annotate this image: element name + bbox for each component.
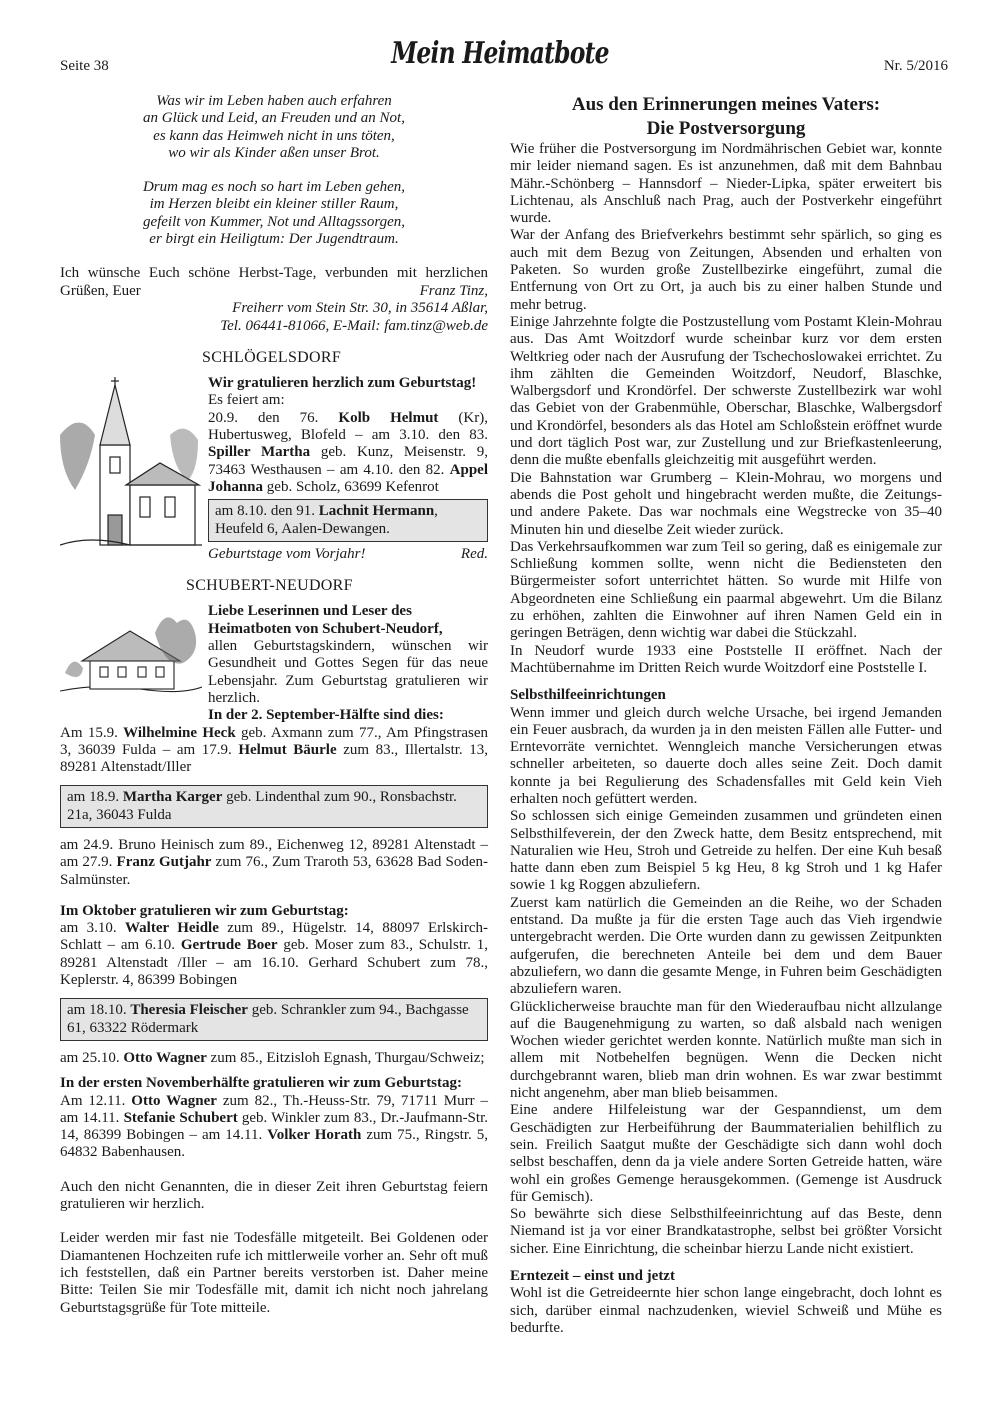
poem-line: er birgt ein Heiligtum: Der Jugendtraum. (149, 231, 399, 248)
birthday-entry-text: geb. Winkler zum 83., Dr.-Jaufmann-Str. 14, 86399 Bobingen – am 14.11. (60, 1109, 488, 1144)
page-number: Seite 38 (60, 58, 109, 74)
birthday-person-name: Wilhelmine Heck (123, 724, 236, 741)
november-heading: In der ersten Novemberhälfte gratulieren wir zum Geburtstag: (60, 1075, 463, 1092)
september-heading: In der 2. September-Hälfte sind dies: (208, 707, 444, 724)
schloegelsdorf-headline: Wir gratulieren herzlich zum Geburtstag! (208, 375, 477, 392)
birthday-person-name: Kolb Helmut (338, 409, 439, 426)
highlight-box-theresia-fleischer (60, 998, 488, 1041)
box-prefix: am 8.10. den 91. (215, 503, 319, 520)
article-paragraph: Wie früher die Postversorgung im Nordmährischen Gebiet war, konnte mir leider niemand sagen. Es ist anzunehmen, daß mit dem Bahnbau Mähr.-Schönberg – Hannsdorf – Nieder-Lipka, später erweitert bis Lichtenau, als Anschluß nach Prag, auch der Postverkehr eingeführt wurde. (510, 141, 942, 227)
birthday-person-name: Otto Wagner (123, 1049, 207, 1066)
issue-number: Nr. 5/2016 (883, 58, 948, 74)
poem-line: im Herzen bleibt ein kleiner stiller Raum, (149, 196, 399, 213)
birthday-entry-text: zum 76., Zum Traroth 53, 63628 Bad Soden-Salmünster. (60, 854, 488, 888)
poem-line: wo wir als Kinder aßen unser Brot. (168, 144, 380, 161)
section-title-schubert-neudorf: SCHUBERT-NEUDORF (186, 577, 353, 595)
birthday-entry-text: geb. Axmann zum 77., Am Pfingstrasen 3, 36039 Fulda – am 17.9. (60, 724, 488, 758)
september-entries-2 (60, 837, 488, 889)
article-paragraph: In Neudorf wurde 1933 eine Poststelle II eröffnet. Nach der Machtübernahme im Dritten Reich wurde Woitzdorf eine Poststelle I. (510, 642, 942, 676)
birthday-entry-text: zum 85., Eitzisloh Egnash, Thurgau/Schweiz; (206, 1049, 485, 1066)
signature-address: Freiherr vom Stein Str. 30, in 35614 Aßlar, (232, 300, 488, 317)
birthday-person-name: Gertrude Boer (180, 937, 278, 954)
neudorf-headline: Liebe Leserinnen und Leser des Heimatboten von Schubert-Neudorf, (208, 603, 443, 637)
box-name: Theresia Fleischer (130, 1002, 248, 1019)
birthday-person-name: Volker Horath (267, 1127, 362, 1144)
poem-line: es kann das Heimweh nicht in uns töten, (153, 127, 395, 144)
box-suffix: geb. Lindenthal zum 90., Ronsbachstr. 21a, 36043 Fulda (67, 789, 457, 823)
birthday-person-name: Spiller Martha (208, 444, 311, 461)
box-suffix: geb. Schrankler zum 94., Bachgasse 61, 63322 Rödermark (67, 1002, 469, 1036)
birthday-entry-text: geb. Moser zum 83., Schulstr. 1, 89281 Altenstadt /Iller – am 16.10. Gerhard Schubert zum 78., Keplerstr. 4, 86399 Bobingen (60, 937, 488, 989)
box-prefix: am 18.10. (67, 1002, 131, 1019)
box-name: Lachnit Hermann (318, 503, 435, 520)
subheading-selbsthilfe: Selbsthilfeeinrichtungen (510, 687, 666, 704)
article-paragraph: Einige Jahrzehnte folgte die Postzustellung vom Postamt Klein-Mohrau aus. Das Amt Woitzdorf wurde scheinbar kurz vor dem ersten Weltkrieg oder nach der Ausrufung der Tschechoslowakei errichtet. Zu ihm zählten die Gemeinden Woitzdorf, Neudorf, Blaschke, Walbergsdorf und Krondörfel. Der schwerste Zustellbezirk war wohl das Gebiet von der Grabenmühle, Oberschar, Blaschke, Walbergsdorf und Krondörfel, besonders als das Hotel am Schloßstein eröffnet wurde und dort täglich Post war, zur Zustellung und zur Briefkastenleerung, denn die mußte ebenfalls gleichzeitig mit ausgeführt werden. (510, 313, 942, 469)
birthday-entry-text: am 24.9. Bruno Heinisch zum 89., Eichenweg 12, 89281 Altenstadt – am 27.9. (60, 836, 488, 871)
schloegelsdorf-title-wrap (60, 349, 488, 366)
birthday-entry-text: (Kr), Hubertusweg, Blofeld – am 3.10. den 83. (208, 409, 488, 444)
birthday-entry-text: 20.9. den 76. (208, 409, 339, 426)
birthday-entry-text: geb. Scholz, 63699 Kefenrot (263, 478, 439, 495)
editor-mark: Red. (460, 545, 488, 562)
article-paragraph: Zuerst kam natürlich die Gemeinden an die Reihe, wo der Schaden entstand. Da mußte ja für die ersten Tage auch das Vieh irgendwie untergebracht werden. Die Orte wurden dann zu gewissen Zeitpunkten aufgerufen, die berechneten Anteile bei dem und dem Bauer abzuliefern, wo dann die gesamte Menge, in Fuhren beim Geschädigten abzuliefern waren. (510, 894, 942, 998)
birthday-person-name: Stefanie Schubert (123, 1109, 238, 1126)
neudorf-intro: allen Geburtstagskindern, wünschen wir Gesundheit und Gottes Segen für das neue Lebensjahr. Zum Geburtstag gratulieren wir herzlich. (208, 638, 488, 706)
masthead-logo: Mein Heimatbote (391, 36, 609, 71)
article-paragraph: War der Anfang des Briefverkehrs bestimmt sehr spärlich, so ging es auch mit dem Bezug von Zeitungen, Absenden und erhalten von Paketen. So wurden große Zustellbezirke eingeführt, zumal die Entfernung von Ort zu Ort, ja auch bis zu einer halben Stunde und mehr betrug. (510, 227, 942, 313)
poem-line: gefeilt von Kummer, Not und Alltagssorgen, (142, 213, 406, 230)
section-title-schloegelsdorf: SCHLÖGELSDORF (202, 348, 342, 366)
signature-contact: Tel. 06441-81066, E-Mail: fam.tinz@web.de (220, 317, 488, 334)
box-name: Martha Karger (122, 789, 223, 806)
article-title-line-1: Aus den Erinnerungen meines Vaters: (571, 94, 881, 115)
article-paragraph: Die Bahnstation war Grumberg – Klein-Mohrau, wo morgens und abends die Post geholt und hingebracht werden mußte, die Zeitungs- und andere Pakete. Das war nochmals eine Wegstrecke von 35–40 Minuten hin und dieselbe Zeit wieder zurück. (510, 469, 942, 538)
birthday-entry-text: Am 15.9. (60, 724, 124, 741)
article-paragraph: Wenn immer und gleich durch welche Ursache, bei irgend Jemanden ein Feuer ausbrach, da wurden ja in den meisten Fällen alle Futter- und Erntevorräte vernichtet. Wenngleich manche Versicherungen etwas schneller arbeiteten, so dauerte doch alles seine Zeit. Doch damit konnte ja bei Regulierung des Schadensfalles mit Geld kein Vieh erhalten noch gefüttert werden. (510, 704, 942, 807)
subheading-erntezeit: Erntezeit – einst und jetzt (510, 1268, 675, 1284)
birthday-person-name: Appel Johanna (208, 461, 488, 495)
birthday-entry-text: zum 75., Ringstr. 5, 64832 Babenhausen. (60, 1127, 488, 1161)
schloegelsdorf-intro: Es feiert am: (208, 392, 285, 409)
birthday-person-name: Franz Gutjahr (116, 854, 212, 871)
box-prefix: am 18.9. (67, 789, 123, 806)
birthday-entry-text: am 25.10. (60, 1049, 124, 1066)
church-illustration (60, 375, 202, 555)
poem-stanza-2 (60, 179, 488, 248)
september-entries (60, 725, 488, 777)
article-body-3 (510, 1285, 942, 1337)
november-entries (60, 1093, 488, 1162)
highlight-box-martha-karger (60, 785, 488, 828)
birthday-person-name: Walter Heidle (125, 920, 219, 937)
birthday-entry-text: Am 12.11. (60, 1092, 132, 1109)
birthday-entry-text: geb. Kunz, Meisenstr. 9, 73463 Westhausen – am 4.10. den 82. (208, 444, 488, 478)
right-column (510, 93, 942, 1337)
farmhouse-illustration (60, 603, 202, 699)
left-column (60, 93, 488, 1317)
greeting-text: Ich wünsche Euch schöne Herbst-Tage, verbunden mit herzlichen Grüßen, Euer (60, 265, 488, 299)
article-body-1 (510, 141, 942, 677)
birthday-entry-text: zum 82., Th.-Heuss-Str. 79, 71711 Murr – am 14.11. (60, 1092, 488, 1126)
closing-paragraph-2: Leider werden mir fast nie Todesfälle mitgeteilt. Bei Goldenen oder Diamantenen Hochzeiten rufe ich mittlerweile vorher an. Sehr oft muß ich feststellen, daß ein Partner bereits verstorben ist. Daher meine Bitte: Teilen Sie mir Todesfälle mit, damit ich nicht noch jahrelang Geburtstagsgrüße für Tote mitteile. (60, 1230, 488, 1316)
poem-line: Drum mag es noch so hart im Leben gehen, (142, 179, 406, 196)
article-paragraph: So schlossen sich einige Gemeinden zusammen und gründeten einen Selbsthilfeverein, der den Zweck hatte, dem Besitz entsprechend, mit Naturalien wie Heu, Stroh und Getreide zu helfen. Der eine Kuh besaß hatte dann eben zum Beispiel 5 kg Heu, 8 kg Stroh und 1 kg Hafer sowie 1 kg Roggen abzuliefern. (510, 808, 942, 894)
october-heading: Im Oktober gratulieren wir zum Geburtstag: (60, 902, 349, 919)
poem-stanza-1 (60, 93, 488, 162)
birthday-entry-text: am 3.10. (60, 920, 125, 937)
article-paragraph: Eine andere Hilfeleistung war der Gespanndienst, um dem Geschädigten zur Herbeiführung der Baummaterialien behilflich zu sein. Freilich Saatgut mußte der Geschädigte sich dann wohl doch selbst beschaffen, denn da ja viele andere Sorten Getreide hatten, wäre wohl ein großes Gemenge herausgekommen. (Gemenge ist Ausdruck für Gemisch). (510, 1102, 942, 1205)
article-title-line-2: Die Postversorgung (646, 118, 806, 139)
article-paragraph: Wohl ist die Getreideernte hier schon lange eingebracht, doch lohnt es sich, darüber einmal nachzudenken, wieviel Schweiß und Mühe es bedurfte. (510, 1285, 942, 1336)
birthday-person-name: Otto Wagner (131, 1092, 217, 1109)
box-suffix: , Heufeld 6, Aalen-Dewangen. (215, 503, 438, 537)
poem-line: Was wir im Leben haben auch erfahren (156, 93, 392, 109)
schloegelsdorf-highlight-box (208, 499, 488, 542)
birthday-person-name: Helmut Bäurle (238, 741, 337, 758)
schloegelsdorf-entries (208, 410, 488, 496)
signature-name: Franz Tinz, (419, 282, 488, 299)
article-paragraph: So bewährte sich diese Selbsthilfeeinrichtung auf das Beste, denn Niemand ist ja vor einer Brandkatastrophe, selbst bei größter Vorsicht sicher. Eine Einrichtung, die scheinbar hierzu Lande nicht existiert. (510, 1206, 942, 1257)
article-paragraph: Glücklicherweise brauchte man für den Wiederaufbau nicht allzulange auf die Baugenehmigung zu warten, so daß alsbald nach wenigen Wochen wieder gerichtet werden konnte. Natürlich mußte man sich in allem mit Notbehelfen begnügen. Wenn die Decken nicht durchgebrannt waren, blieb man drin wohnen. Es war zwar bestimmt nicht angenehm, aber man blieb beisammen. (510, 998, 942, 1102)
october-entries-2 (60, 1050, 488, 1067)
birthday-entry-text: zum 89., Hügelstr. 14, 88097 Erlskirch-Schlatt – am 6.10. (60, 920, 488, 954)
poem-line: an Glück und Leid, an Freuden und an Not, (143, 110, 405, 127)
october-entries (60, 920, 488, 989)
article-body-2 (510, 705, 942, 1259)
closing-paragraph-1: Auch den nicht Genannten, die in dieser Zeit ihren Geburtstag feiern gratulieren wir herzlich. (60, 1178, 488, 1213)
birthday-entry-text: zum 83., Illertalstr. 13, 89281 Altenstadt/Iller (60, 741, 489, 776)
article-paragraph: Das Verkehrsaufkommen war zum Teil so gering, daß es einigemale zur Schließung kommen sollte, wenn nicht die Bediensteten den Bürgermeister sofort unterrichtet hätten. So wurde mit Hilfe von Abgeordneten eine Schließung ein paarmal abgewehrt. Um die Bilanz zu erhöhen, zahlten die Einwohner auf ihren Namen Geld ein in geringen Beträgen, denn wichtig war dabei die Stückzahl. (510, 538, 942, 642)
schloegelsdorf-footer-note: Geburtstage vom Vorjahr! (208, 545, 366, 562)
